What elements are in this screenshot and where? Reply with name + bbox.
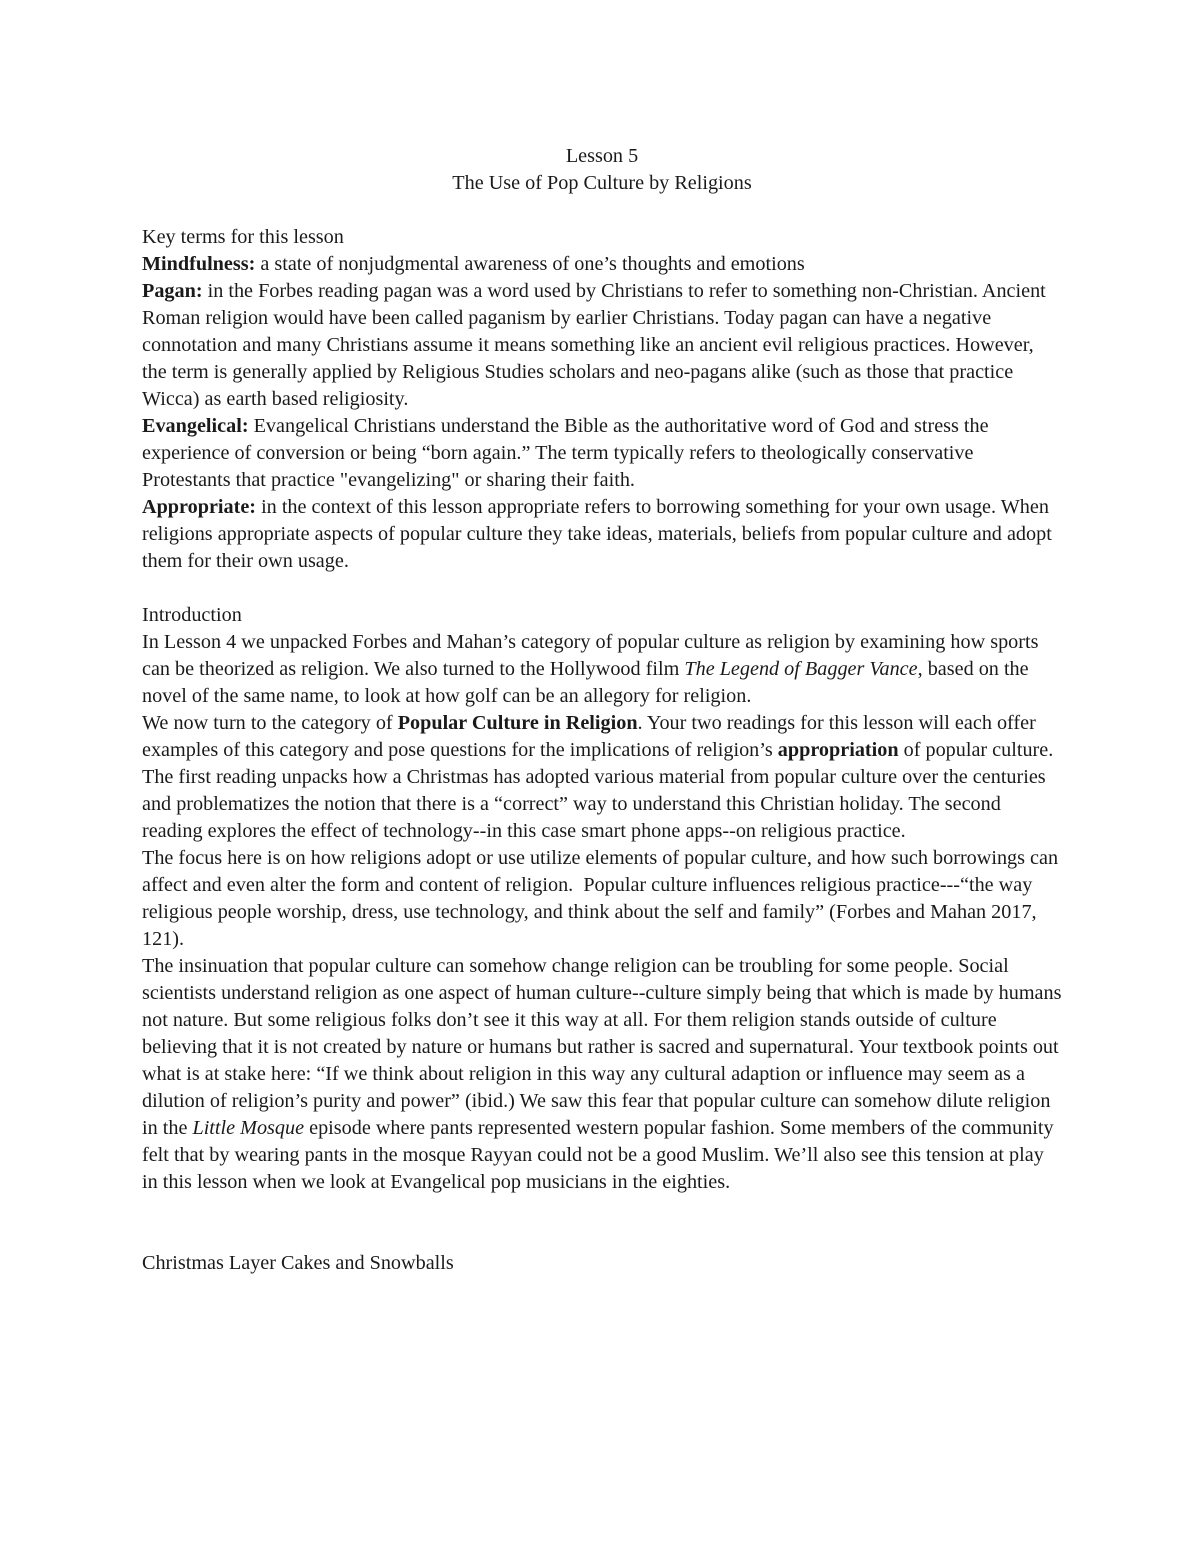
intro-paragraph-3: The focus here is on how religions adopt or use utilize elements of popular culture, and how such borrowings can affect and even alter the form and content of religion. Popular culture influences religious practice---“the way religious people worship, dress, use technology, and think about the self and family” (Forbes and Mahan 2017, 121). <box>142 847 1059 950</box>
term-label: Mindfulness: <box>142 253 256 275</box>
term-label: Appropriate: <box>142 496 257 518</box>
term-label: Pagan: <box>142 280 203 302</box>
lesson-title: The Use of Pop Culture by Religions <box>452 172 752 194</box>
film-title: The Legend of Bagger Vance <box>684 658 918 680</box>
paragraph-text: , based on the novel of the same name, to look at how golf can be an allegory for religion. <box>142 658 1029 707</box>
intro-paragraph-2 <box>142 710 1062 845</box>
introduction-heading: Introduction <box>142 604 242 626</box>
paragraph-text: episode where pants represented western popular fashion. Some members of the community felt that by wearing pants in the mosque Rayyan could not be a good Muslim. We’ll also see this tension at play in this lesson when we look at Evangelical pop musicians in the eighties. <box>142 1117 1054 1193</box>
paragraph-text: In Lesson 4 we unpacked Forbes and Mahan’s category of popular culture as religion by examining how sports can be theorized as religion. We also turned to the Hollywood film <box>142 631 1039 680</box>
term-definition: Evangelical Christians understand the Bible as the authoritative word of God and stress the experience of conversion or being “born again.” The term typically refers to theologically conservative Protestants that practice "evangelizing" or sharing their faith. <box>142 415 989 491</box>
section-heading: Christmas Layer Cakes and Snowballs <box>142 1252 454 1274</box>
key-term-mindfulness <box>142 251 1062 278</box>
paragraph-text: The insinuation that popular culture can somehow change religion can be troubling for some people. Social scientists understand religion as one aspect of human culture--culture simply being that which is made by humans not nature. But some religious folks don’t see it this way at all. For them religion stands outside of culture believing that it is not created by nature or humans but rather is sacred and supernatural. Your textbook points out what is at stake here: “If we think about religion in this way any cultural adaption or influence may seem as a dilution of religion’s purity and power” (ibid.) We saw this fear that popular culture can somehow dilute religion in the <box>142 955 1062 1139</box>
spacer <box>142 197 1062 224</box>
key-terms-heading: Key terms for this lesson <box>142 226 344 248</box>
paragraph-text: We now turn to the category of <box>142 712 398 734</box>
term-definition: in the Forbes reading pagan was a word used by Christians to refer to something non-Christian. Ancient Roman religion would have been called paganism by earlier Christians. Today pagan can have a negative connotation and many Christians assume it means something like an ancient evil religious practices. However, the term is generally applied by Religious Studies scholars and neo-pagans alike (such as those that practice Wicca) as earth based religiosity. <box>142 280 1046 410</box>
lesson-number: Lesson 5 <box>565 145 639 167</box>
document-body <box>142 143 1062 1277</box>
paragraph-text: . Your two readings for this lesson will each offer examples of this category and pose questions for the implications of religion’s <box>142 712 1036 761</box>
spacer <box>142 1196 1062 1250</box>
intro-paragraph-4 <box>142 953 1062 1196</box>
category-term: Popular Culture in Religion <box>397 712 638 734</box>
term-definition: in the context of this lesson appropriate refers to borrowing something for your own usage. When religions appropriate aspects of popular culture they take ideas, materials, beliefs from popular culture and adopt them for their own usage. <box>142 496 1052 572</box>
term-label: Evangelical: <box>142 415 249 437</box>
term-definition: a state of nonjudgmental awareness of one’s thoughts and emotions <box>255 253 805 275</box>
appropriation-term: appropriation <box>777 739 899 761</box>
intro-paragraph-1 <box>142 629 1062 710</box>
key-term-pagan <box>142 278 1062 413</box>
key-term-appropriate <box>142 494 1062 575</box>
key-term-evangelical <box>142 413 1062 494</box>
episode-title: Little Mosque <box>192 1117 305 1139</box>
paragraph-text: of popular culture. The first reading unpacks how a Christmas has adopted various material from popular culture over the centuries and problematizes the notion that there is a “correct” way to understand this Christian holiday. The second reading explores the effect of technology--in this case smart phone apps--on religious practice. <box>142 739 1054 842</box>
spacer <box>142 575 1062 602</box>
